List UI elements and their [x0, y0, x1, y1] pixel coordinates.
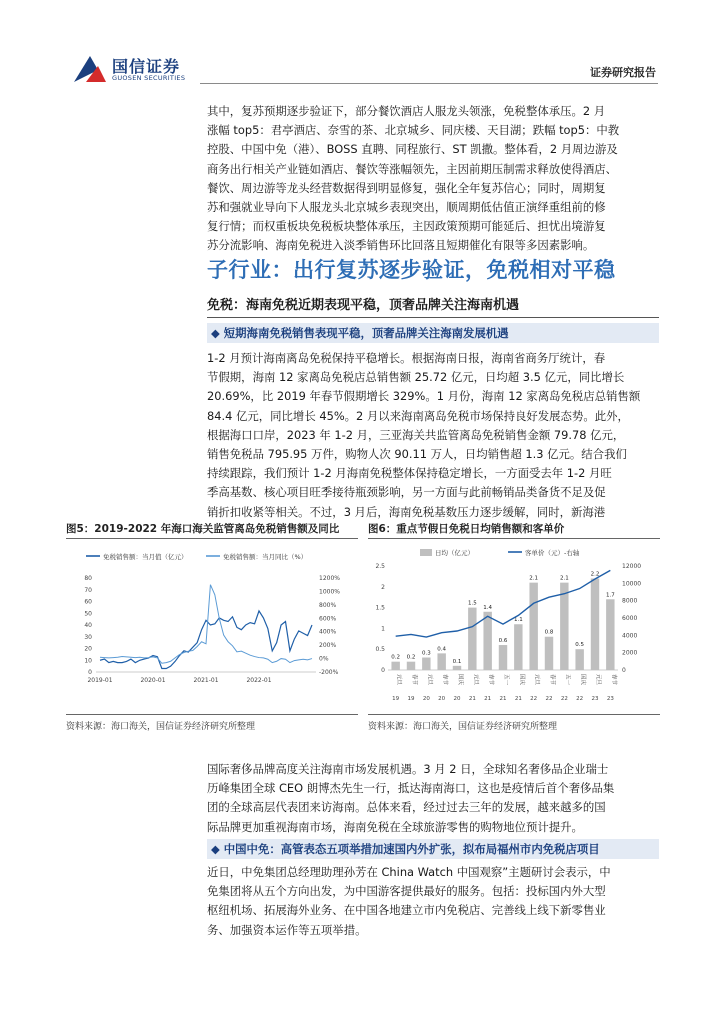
y-right-tick-label: 800% [319, 601, 337, 609]
diamond-bullet-icon: ◆ [211, 842, 220, 856]
bar-data-label: 0.5 [575, 642, 585, 649]
x-tick-year: 22 [545, 696, 553, 702]
legend-label: 客单价（元）-右轴 [525, 549, 580, 557]
intro-line: 餐饮、周边游等龙头经营数据得到明显修复，强化全年复苏信心；同时，周期复 [207, 180, 606, 195]
para-line: 根据海口口岸，2023 年 1-2 月，三亚海关共监管离岛免税销售金额 79.78 亿元， [207, 427, 625, 442]
para-line: 枢纽机场、拓展海外业务、在中国各地建立市内免税店、完善线上线下新零售业 [207, 903, 606, 918]
x-tick-label: 春节 [549, 674, 555, 686]
bar-data-label: 1.1 [513, 617, 523, 624]
series-line-yoy [100, 585, 312, 664]
y-left-tick-label: 30 [84, 633, 92, 641]
x-tick-year: 20 [422, 696, 430, 702]
bullet-heading-1 [207, 323, 659, 343]
x-tick-label: 国庆 [457, 674, 463, 686]
figure5-source: 资料来源：海口海关，国信证券经济研究所整理 [66, 722, 256, 732]
bar-data-label: 1.5 [467, 600, 477, 607]
y-right-tick-label: -200% [319, 669, 339, 676]
bar-data-label: 0.6 [498, 638, 508, 645]
legend-label: 日均（亿元） [435, 549, 474, 557]
y-left-tick-label: 2.5 [375, 563, 385, 570]
para-line: 20.69%，比 2019 年春节假期增长 329%。1 月份，海南 12 家离岛免税店总销售额 [207, 389, 641, 404]
bar [499, 645, 507, 670]
y-left-tick-label: 60 [84, 598, 92, 606]
x-tick-year: 19 [392, 696, 400, 702]
y-left-tick-label: 0 [88, 669, 92, 676]
bar [422, 658, 430, 670]
bar-data-label: 1.7 [605, 592, 615, 599]
x-tick-label: 元旦 [595, 674, 601, 686]
para-line: 团的全球高层代表团来访海南。总体来看，经过过去三年的发展，越来越多的国 [207, 800, 606, 815]
y-left-tick-label: 0.5 [375, 646, 385, 654]
intro-line: 苏分流影响、海南免税进入淡季销售环比回落且短期催化有限等多因素影响。 [207, 238, 595, 253]
x-tick-label: 春节 [610, 674, 617, 686]
x-tick-year: 20 [438, 696, 446, 702]
bar-data-label: 0.2 [391, 654, 401, 661]
bar-data-label: 2.2 [590, 571, 600, 578]
y-right-tick-label: 10000 [622, 580, 642, 588]
figure5-top-rule [66, 538, 358, 539]
x-tick-label: 国庆 [579, 674, 586, 686]
x-tick-label: 春节 [411, 674, 417, 686]
logo-mark-icon [72, 52, 108, 86]
bar [468, 608, 476, 670]
bar [407, 662, 415, 670]
section-title: 子行业：出行复苏逐步验证，免税相对平稳 [207, 258, 616, 282]
x-tick-label: 春节 [487, 674, 494, 686]
legend-swatch-bar [420, 549, 432, 556]
bar-data-label: 2.1 [559, 575, 569, 582]
report-type-label: 证券研究报告 [590, 66, 656, 79]
x-tick-year: 19 [407, 696, 415, 702]
y-right-tick-label: 0 [622, 667, 626, 674]
x-tick-year: 21 [484, 696, 492, 702]
y-right-tick-label: 6000 [622, 615, 638, 622]
bar-data-label: 0.2 [406, 654, 416, 661]
para-line: 销售免税品 795.95 万件，购物人次 90.11 万人，日均销售超 1.3 亿元。结合我们 [207, 447, 627, 462]
bullet-heading-text: 短期海南免税销售表现平稳，顶奢品牌关注海南发展机遇 [223, 326, 509, 340]
bar [606, 599, 614, 670]
para-line: 84.4 亿元，同比增长 45%。2 月以来海南离岛免税市场保持良好发展态势。此外， [207, 408, 629, 423]
y-left-tick-label: 50 [84, 610, 92, 618]
y-right-tick-label: 4000 [622, 632, 638, 640]
hainan-paragraph [207, 349, 659, 522]
company-logo [72, 52, 202, 88]
subsection-title: 免税：海南免税近期表现平稳，顶奢品牌关注海南机遇 [207, 294, 659, 318]
cdfg-paragraph [207, 863, 659, 940]
x-tick-label: 五一 [503, 674, 509, 686]
y-right-tick-label: 1000% [319, 588, 340, 596]
figure6-chart [368, 542, 660, 712]
y-left-tick-label: 20 [84, 645, 92, 653]
x-tick-year: 21 [499, 696, 507, 702]
y-left-tick-label: 10 [84, 657, 92, 665]
x-tick-label: 元旦 [395, 674, 402, 686]
figure5-bottom-rule [66, 714, 358, 715]
intro-line: 苏和强就业导向下人服龙头北京城乡表现突出，顺周期低估值正演绎重组前的修 [207, 200, 606, 215]
para-line: 季高基数、核心项目旺季接待瓶颈影响，另一方面与此前畅销品类备货不足及促 [207, 485, 606, 500]
y-left-tick-label: 0 [381, 667, 385, 674]
y-right-tick-label: 600% [319, 615, 337, 623]
bar [391, 662, 399, 670]
para-line: 近日，中免集团总经理助理孙芳在 China Watch 中国观察”主题研讨会表示，中 [207, 865, 611, 879]
y-left-tick-label: 80 [84, 575, 92, 582]
intro-line: 商务出行相关产业链如酒店、餐饮等涨幅领先，主因前期压制需求释放使得酒店、 [207, 161, 618, 176]
para-line: 国际奢侈品牌高度关注海南市场发展机遇。3 月 2 日，全球知名奢侈品企业瑞士 [207, 762, 609, 776]
intro-line: 控股、中国中免（港）、BOSS 直聘、同程旅行、ST 凯撒。整体看，2 月周边游及 [207, 142, 618, 157]
bar-data-label: 0.1 [452, 658, 462, 665]
x-tick-year: 23 [591, 696, 599, 702]
bar [545, 637, 553, 670]
bullet-heading-text: 中国中免：高管表态五项举措加速国内外扩张，拟布局福州市内免税店项目 [223, 842, 600, 856]
para-line: 历峰集团全球 CEO 朗博杰先生一行，抵达海南海口，这也是疫情后首个奢侈品集 [207, 781, 615, 796]
intro-line: 其中，复苏预期逐步验证下，部分餐饮酒店人服龙头领涨，免税整体承压。2 月 [207, 104, 606, 118]
y-right-tick-label: 200% [319, 642, 337, 650]
diamond-bullet-icon: ◆ [211, 326, 220, 340]
bar [437, 653, 445, 670]
y-right-tick-label: 12000 [622, 563, 642, 570]
bar [483, 612, 491, 670]
figure6-title: 图6：重点节假日免税日均销售额和客单价 [368, 523, 565, 535]
x-tick-label: 元旦 [426, 674, 433, 686]
x-tick-year: 23 [606, 696, 614, 702]
logo-chinese-name: 国信证券 [112, 57, 181, 76]
x-tick-label: 元旦 [533, 674, 540, 686]
y-left-tick-label: 70 [84, 586, 92, 594]
bar [575, 649, 583, 670]
logo-english-name: GUOSEN SECURITIES [112, 74, 186, 82]
bullet-heading-2 [207, 839, 659, 859]
bar-data-label: 0.4 [437, 646, 447, 653]
x-tick-year: 22 [576, 696, 584, 702]
x-tick-year: 21 [514, 696, 522, 702]
bar-data-label: 0.8 [544, 629, 554, 636]
bar-data-label: 1.4 [483, 604, 493, 611]
legend-label: 免税销售额：当月同比（%） [223, 553, 308, 561]
x-tick-label: 国庆 [518, 674, 525, 686]
bar [529, 583, 537, 670]
para-line: 销折扣收紧等相关。不过，3 月后，海南免税基数压力逐步缓解，同时，新海港 [207, 504, 606, 519]
bar [591, 578, 599, 670]
bar [560, 583, 568, 670]
para-line: 务、加强资本运作等五项举措。 [207, 922, 367, 937]
figure6-bottom-rule [368, 714, 660, 715]
x-tick-year: 22 [560, 696, 568, 702]
x-tick-year: 20 [453, 696, 461, 702]
figure6-source: 资料来源：海口海关，国信证券经济研究所整理 [368, 722, 558, 732]
bar [514, 624, 522, 670]
y-right-tick-label: 0% [319, 655, 329, 663]
x-tick-label: 春节 [441, 674, 448, 686]
y-right-tick-label: 400% [319, 628, 337, 636]
y-left-tick-label: 1.5 [375, 604, 385, 612]
intro-paragraph [207, 102, 659, 256]
x-tick-label: 2021-01 [193, 677, 219, 684]
y-right-tick-label: 1200% [319, 575, 340, 582]
x-tick-label: 2022-01 [246, 677, 272, 684]
bar-data-label: 2.1 [529, 575, 539, 582]
bar [453, 666, 461, 670]
y-left-tick-label: 40 [84, 622, 92, 629]
luxury-paragraph [207, 760, 659, 837]
para-line: 持续跟踪，我们预计 1-2 月海南免税整体保持稳定增长，一方面受去年 1-2 月旺 [207, 466, 612, 481]
legend-label: 免税销售额：当月值（亿元） [103, 553, 188, 561]
bar-data-label: 0.3 [421, 650, 431, 657]
y-right-tick-label: 2000 [622, 649, 638, 657]
para-line: 1-2 月预计海南离岛免税保持平稳增长。根据海南日报，海南省商务厅统计，春 [207, 351, 606, 365]
x-tick-label: 元旦 [472, 674, 479, 686]
para-line: 节假期，海南 12 家离岛免税店总销售额 25.72 亿元，日均超 3.5 亿元，同比增长 [207, 370, 625, 385]
y-left-tick-label: 2 [381, 583, 385, 591]
para-line: 际品牌更加重视海南市场，海南免税在全球旅游零售的购物地位预计提升。 [207, 819, 583, 834]
para-line: 免集团将从五个方向出发，为中国游客提供最好的服务。包括：投标国内外大型 [207, 884, 606, 899]
figure5-title: 图5：2019-2022 年海口海关监管离岛免税销售额及同比 [66, 523, 340, 535]
x-tick-label: 2020-01 [140, 677, 166, 684]
figure6-top-rule [368, 538, 660, 539]
x-tick-year: 21 [468, 696, 476, 702]
series-line-price [396, 570, 611, 637]
intro-line: 复行情；而权重板块免税板块整体承压，主因政策预期可能延后、担忧出境游复 [207, 219, 606, 234]
header-divider [200, 83, 658, 84]
y-right-tick-label: 8000 [622, 597, 638, 605]
x-tick-label: 五一 [564, 674, 571, 686]
y-left-tick-label: 1 [381, 625, 385, 633]
intro-line: 涨幅 top5：君亭酒店、奈雪的茶、北京城乡、同庆楼、天目湖；跌幅 top5：中教 [207, 123, 620, 138]
x-tick-label: 2019-01 [87, 677, 113, 684]
figure5-chart [66, 542, 358, 712]
x-tick-year: 22 [530, 696, 538, 702]
